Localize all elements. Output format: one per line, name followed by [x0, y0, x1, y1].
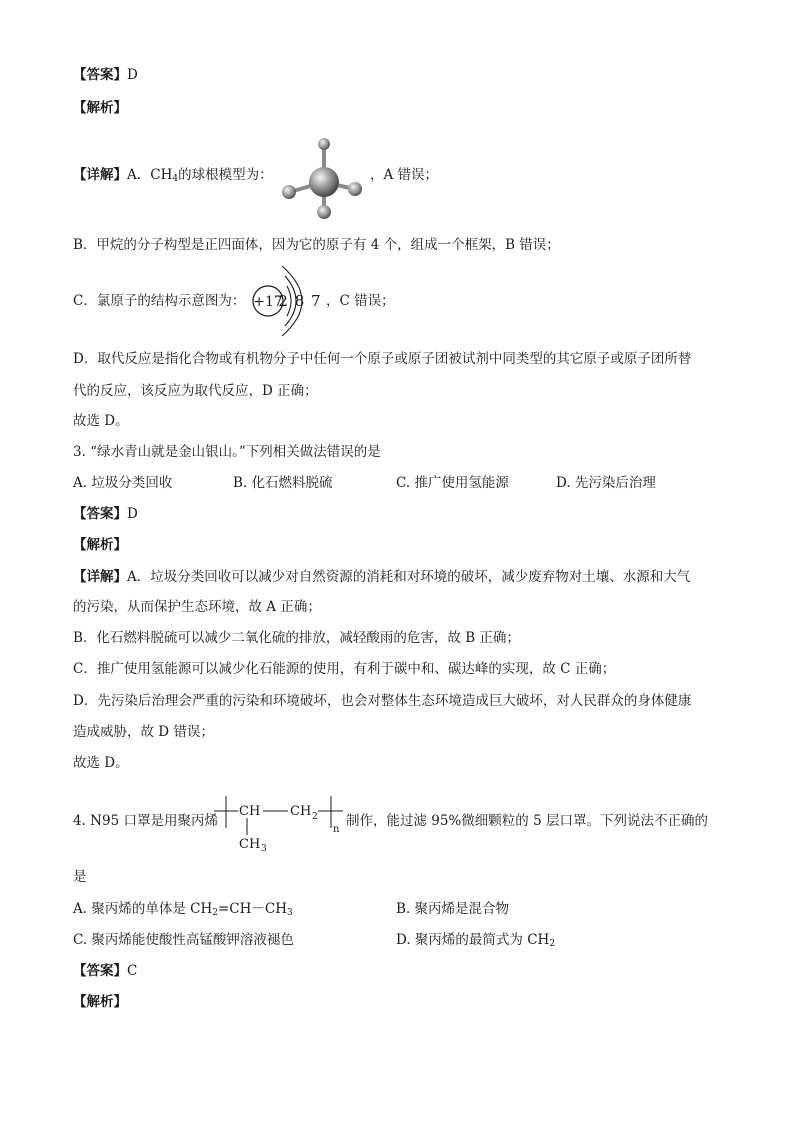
q4-option-d: D. 聚丙烯的最简式为 $CH_2$: [396, 932, 556, 949]
formula-ch3: CH: [239, 837, 261, 852]
detail-a-suffix: ，A 错误；: [370, 167, 439, 183]
hydrogen-atom: [348, 182, 362, 196]
formula-ch: CH: [239, 804, 261, 819]
question-4-stem-line2: 是: [73, 869, 87, 885]
answer-line: [73, 505, 138, 523]
q3-detail-d-line2: 造成威胁，故 D 错误；: [73, 724, 214, 740]
detail-label: 【详解】: [73, 569, 127, 585]
answer-label: 【答案】: [73, 67, 127, 83]
detail-d-line2: 代的反应，该反应为取代反应，D 正确；: [73, 383, 318, 399]
q3-detail-b-line: B．化石燃料脱硫可以减少二氧化硫的排放，减轻酸雨的危害，故 B 正确；: [73, 630, 520, 646]
q4-option-b: B. 聚丙烯是混合物: [396, 901, 510, 917]
detail-c-prefix: C．氯原子的结构示意图为：: [73, 293, 246, 309]
q3-detail-a-line2: 的污染，从而保护生态环境，故 A 正确；: [73, 599, 321, 615]
q4-option-c: C. 聚丙烯能使酸性高锰酸钾溶液褪色: [73, 932, 294, 948]
analysis-label: 【解析】: [73, 537, 127, 553]
formula-n: n: [333, 824, 340, 835]
formula-ch2-sub: 2: [312, 812, 318, 822]
answer-value: C: [127, 963, 138, 979]
hydrogen-atom: [318, 138, 330, 150]
question-3-stem: 3. “绿水青山就是金山银山。”下列相关做法错误的是: [73, 444, 381, 460]
question-4-stem-prefix: 4. N95 口罩是用聚丙烯: [73, 813, 218, 829]
formula-ch3-sub: 3: [261, 844, 267, 852]
carbon-atom: [309, 167, 339, 197]
detail-a-line: 【详解】A．$CH_4$的球根模型为：: [73, 167, 273, 184]
chlorine-atomic-structure-diagram: [247, 264, 337, 340]
hydrogen-atom: [317, 205, 331, 219]
q3-detail-c-line: C．推广使用氢能源可以减少化石能源的使用，有利于碳中和、碳达峰的实现，故 C 正确；: [73, 661, 616, 677]
q4-option-a: A. 聚丙烯的单体是 $CH_2=CH-CH_3$: [73, 901, 293, 918]
q3-detail-a-line1: 【详解】A．垃圾分类回收可以减少对自然资源的消耗和对环境的破坏，减少废弃物对土壤、水源和大气: [73, 569, 691, 585]
conclusion: 故选 D。: [73, 755, 129, 771]
conclusion: 故选 D。: [73, 413, 129, 429]
answer-line: [73, 962, 137, 980]
answer-label: 【答案】: [73, 963, 127, 979]
analysis-label: 【解析】: [73, 100, 127, 116]
answer-line: [73, 66, 138, 84]
detail-label: 【详解】: [73, 167, 127, 183]
detail-d-line1: D．取代反应是指化合物或有机物分子中任何一个原子或原子团被试剂中同类型的其它原子或原子团所替: [73, 351, 692, 367]
detail-b-line: B．甲烷的分子构型是正四面体，因为它的原子有 4 个，组成一个框架，B 错误；: [73, 237, 560, 253]
q3-option-c: C. 推广使用氢能源: [396, 475, 509, 491]
nucleus-charge: +17: [253, 294, 283, 310]
q3-option-a: A. 垃圾分类回收: [73, 475, 173, 491]
analysis-label: 【解析】: [73, 994, 127, 1010]
electron-counts: 2 8 7: [278, 292, 322, 310]
hydrogen-atom: [282, 185, 296, 199]
q3-option-d: D. 先污染后治理: [556, 475, 656, 491]
answer-label: 【答案】: [73, 506, 127, 522]
answer-value: D: [127, 67, 138, 83]
detail-c-suffix: ，C 错误；: [326, 293, 395, 309]
polypropylene-structural-formula: [212, 790, 346, 852]
answer-value: D: [127, 506, 138, 522]
formula-ch2: CH: [290, 804, 312, 819]
question-4-stem-suffix: 制作，能过滤 95%微细颗粒的 5 层口罩。下列说法不正确的: [346, 813, 708, 829]
methane-ball-stick-model: [272, 132, 372, 224]
q3-detail-d-line1: D．先污染后治理会严重的污染和环境破坏，也会对整体生态环境造成巨大破坏，对人民群众的身体健康: [73, 693, 692, 709]
q3-option-b: B. 化石燃料脱硫: [233, 475, 333, 491]
